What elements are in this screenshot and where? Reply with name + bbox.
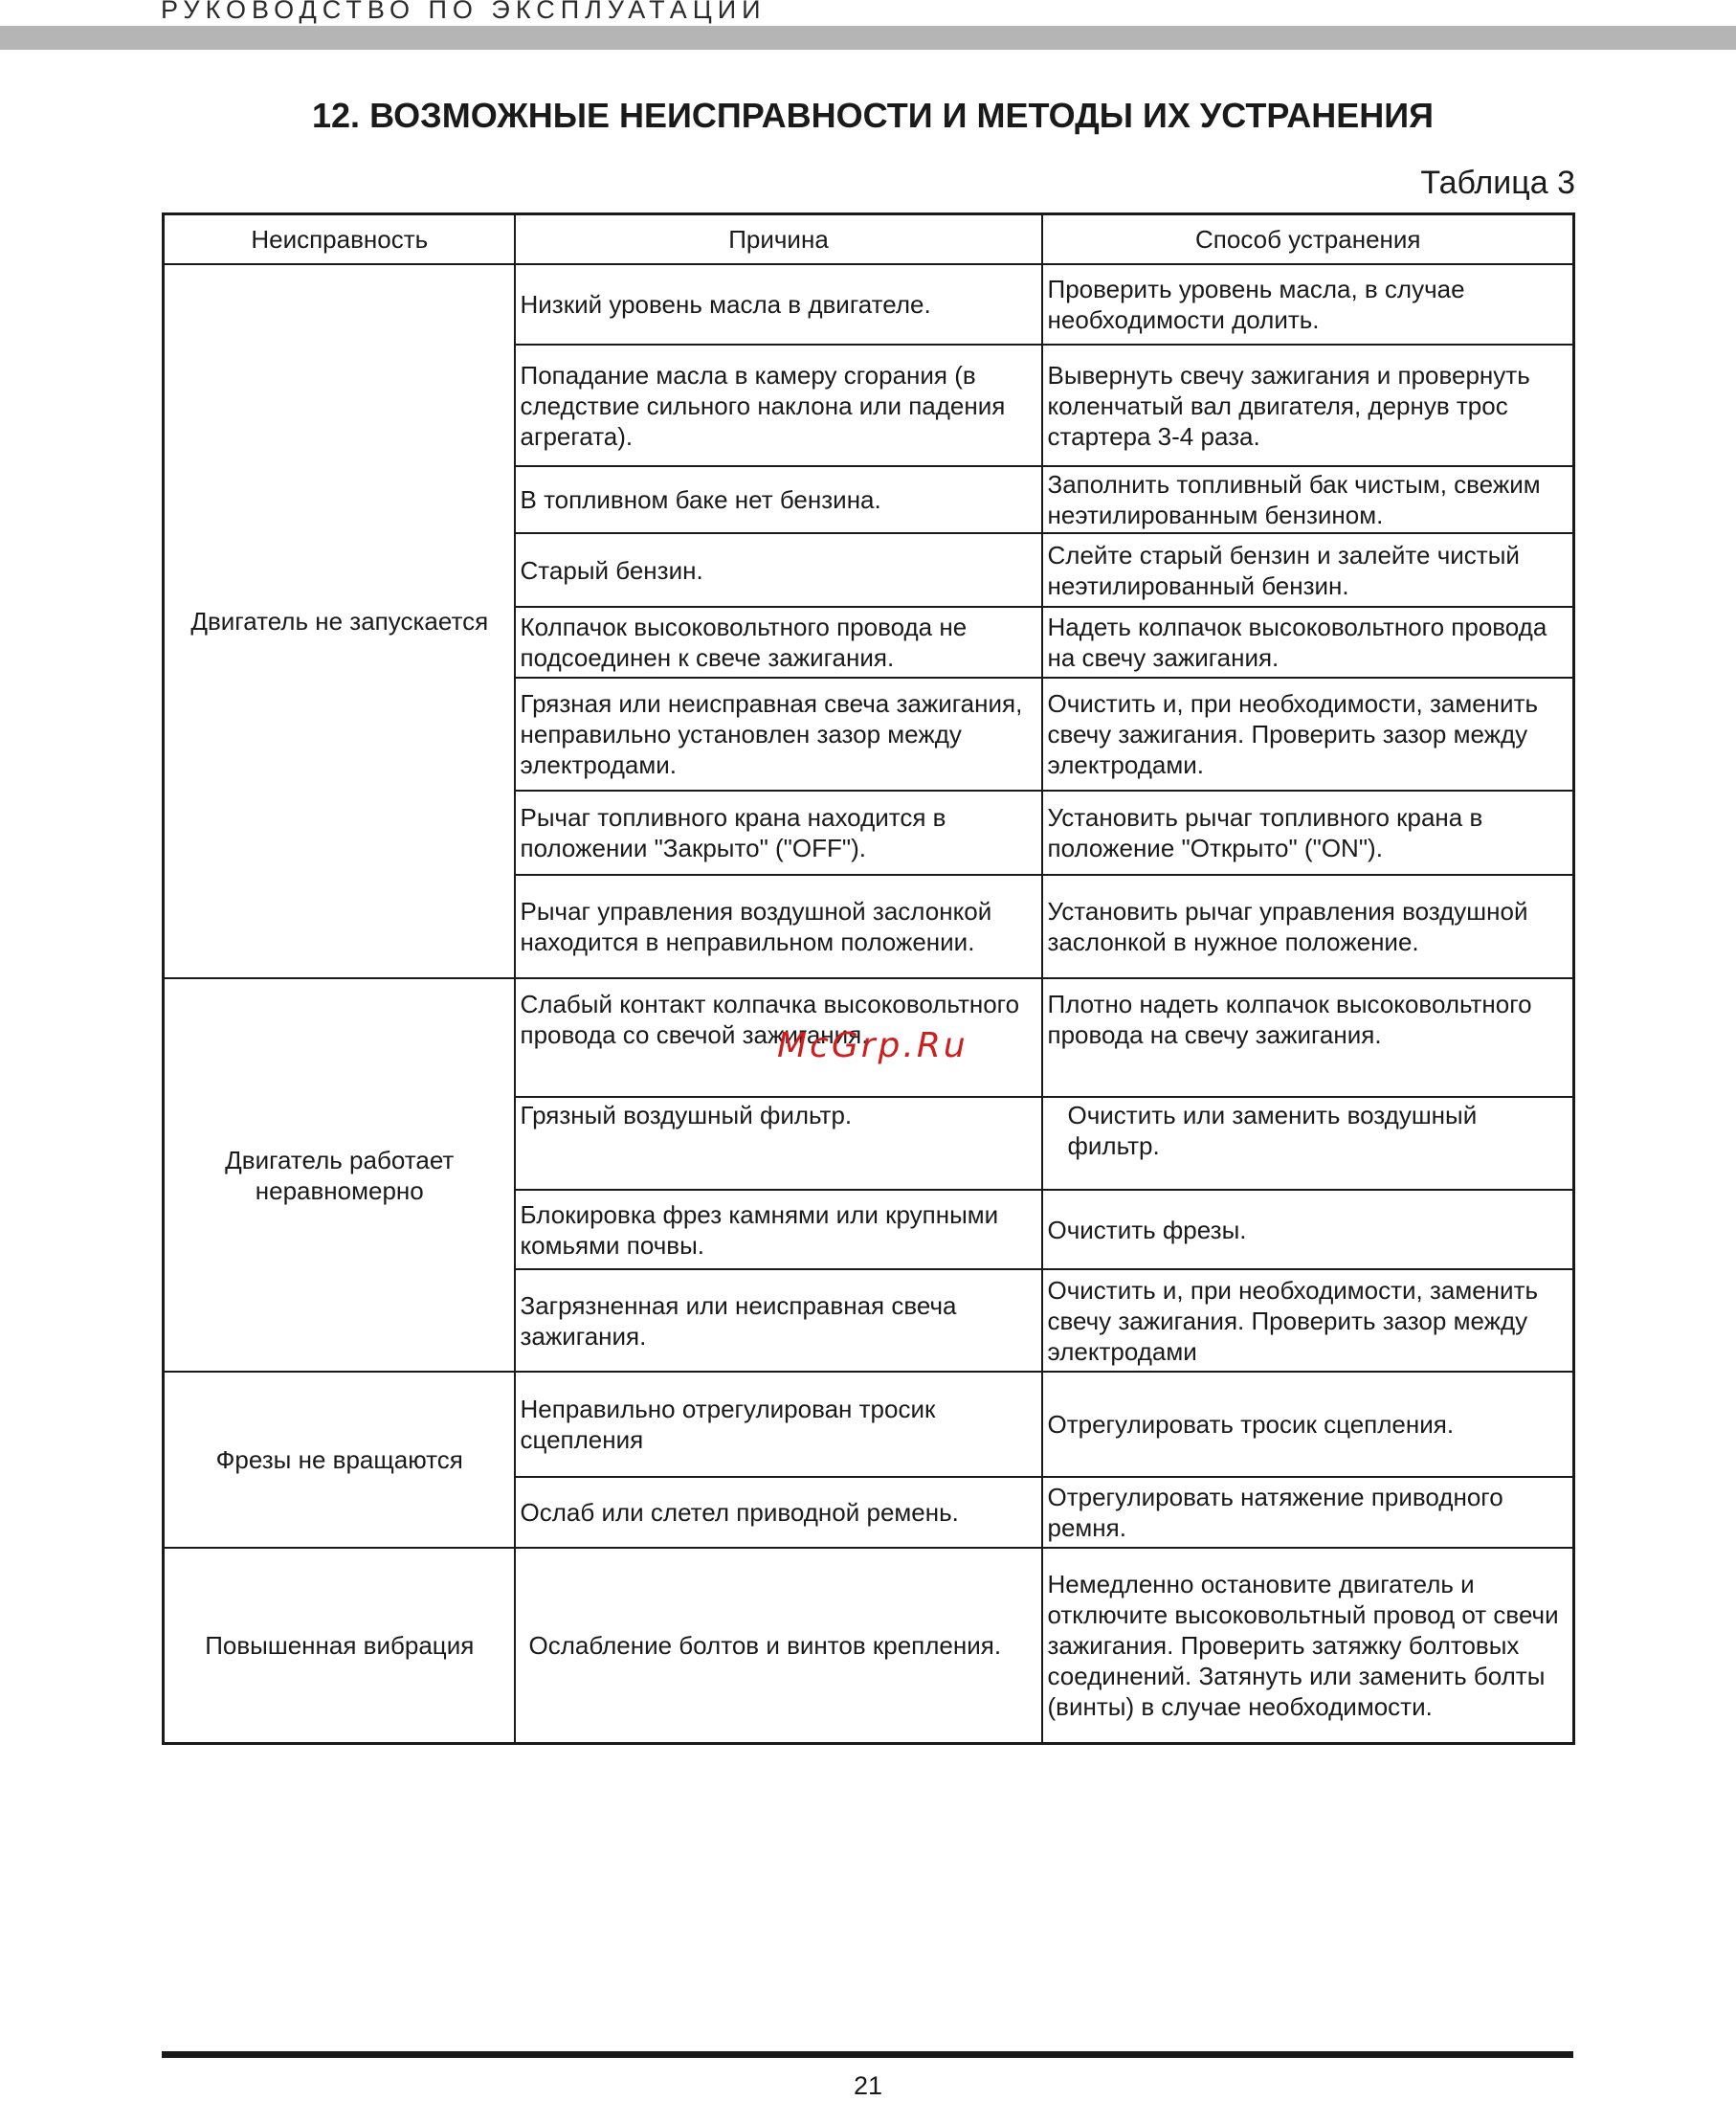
page-number: 21	[853, 2071, 883, 2100]
table-row	[164, 1548, 1574, 1743]
cause-cell: Колпачок высоковольтного провода не подсоединен к свече зажигания.	[515, 607, 1042, 678]
header-fault: Неисправность	[164, 214, 515, 265]
fault-cell: Двигатель работает неравномерно	[164, 978, 515, 1372]
cause-cell: Блокировка фрез камнями или крупными комьями почвы.	[515, 1190, 1042, 1269]
fault-cell: Двигатель не запускается	[164, 264, 515, 978]
header-cause: Причина	[515, 214, 1042, 265]
cause-cell: Ослабление болтов и винтов крепления.	[515, 1548, 1042, 1743]
remedy-cell: Отрегулировать тросик сцепления.	[1042, 1372, 1574, 1477]
cause-cell: Ослаб или слетел приводной ремень.	[515, 1477, 1042, 1548]
cause-cell: Рычаг управления воздушной заслонкой находится в неправильном положении.	[515, 875, 1042, 978]
remedy-cell: Вывернуть свечу зажигания и провернуть коленчатый вал двигателя, дернув трос стартера 3-4 раза.	[1042, 345, 1574, 466]
cause-cell: В топливном баке нет бензина.	[515, 466, 1042, 533]
watermark: McGrp.Ru	[777, 1026, 968, 1065]
remedy-cell: Очистить или заменить воздушный фильтр.	[1042, 1097, 1574, 1190]
cause-cell: Неправильно отрегулирован тросик сцепления	[515, 1372, 1042, 1477]
table-row	[164, 1372, 1574, 1477]
running-header: РУКОВОДСТВО ПО ЭКСПЛУАТАЦИИ	[161, 0, 767, 24]
section-title: 12. ВОЗМОЖНЫЕ НЕИСПРАВНОСТИ И МЕТОДЫ ИХ УСТРАНЕНИЯ	[312, 96, 1434, 135]
header-remedy: Способ устранения	[1042, 214, 1574, 265]
cause-cell: Старый бензин.	[515, 533, 1042, 607]
cause-cell: Слабый контакт колпачка высоковольтного провода со свечой зажигания.	[515, 978, 1042, 1097]
fault-cell: Повышенная вибрация	[164, 1548, 515, 1743]
troubleshooting-table	[162, 212, 1575, 1745]
remedy-cell: Установить рычаг топливного крана в положение "Открыто" ("ON").	[1042, 791, 1574, 875]
remedy-cell: Плотно надеть колпачок высоковольтного провода на свечу зажигания.	[1042, 978, 1574, 1097]
cause-cell: Низкий уровень масла в двигателе.	[515, 264, 1042, 345]
fault-cell: Фрезы не вращаются	[164, 1372, 515, 1548]
cause-cell: Грязная или неисправная свеча зажигания, неправильно установлен зазор между электродами.	[515, 678, 1042, 791]
remedy-cell: Очистить и, при необходимости, заменить свечу зажигания. Проверить зазор между электродами	[1042, 1269, 1574, 1372]
table-label: Таблица 3	[1420, 165, 1575, 201]
table-header-row	[164, 214, 1574, 265]
remedy-cell: Немедленно остановите двигатель и отключите высоковольтный провод от свечи зажигания. Проверить затяжку болтовых соединений. Затянуть или заменить болты (винты) в случае необходимости.	[1042, 1548, 1574, 1743]
cause-cell: Загрязненная или неисправная свеча зажигания.	[515, 1269, 1042, 1372]
cause-cell: Рычаг топливного крана находится в положении "Закрыто" ("OFF").	[515, 791, 1042, 875]
remedy-cell: Установить рычаг управления воздушной заслонкой в нужное положение.	[1042, 875, 1574, 978]
remedy-cell: Надеть колпачок высоковольтного провода на свечу зажигания.	[1042, 607, 1574, 678]
remedy-cell: Проверить уровень масла, в случае необходимости долить.	[1042, 264, 1574, 345]
cause-cell: Попадание масла в камеру сгорания (в следствие сильного наклона или падения агрегата).	[515, 345, 1042, 466]
footer-rule	[162, 2051, 1573, 2058]
header-bar	[0, 26, 1736, 50]
remedy-cell: Слейте старый бензин и залейте чистый неэтилированный бензин.	[1042, 533, 1574, 607]
remedy-cell: Очистить фрезы.	[1042, 1190, 1574, 1269]
remedy-cell: Заполнить топливный бак чистым, свежим неэтилированным бензином.	[1042, 466, 1574, 533]
remedy-cell: Очистить и, при необходимости, заменить свечу зажигания. Проверить зазор между электродами.	[1042, 678, 1574, 791]
cause-cell: Грязный воздушный фильтр.	[515, 1097, 1042, 1190]
table-row	[164, 264, 1574, 345]
remedy-cell: Отрегулировать натяжение приводного ремня.	[1042, 1477, 1574, 1548]
